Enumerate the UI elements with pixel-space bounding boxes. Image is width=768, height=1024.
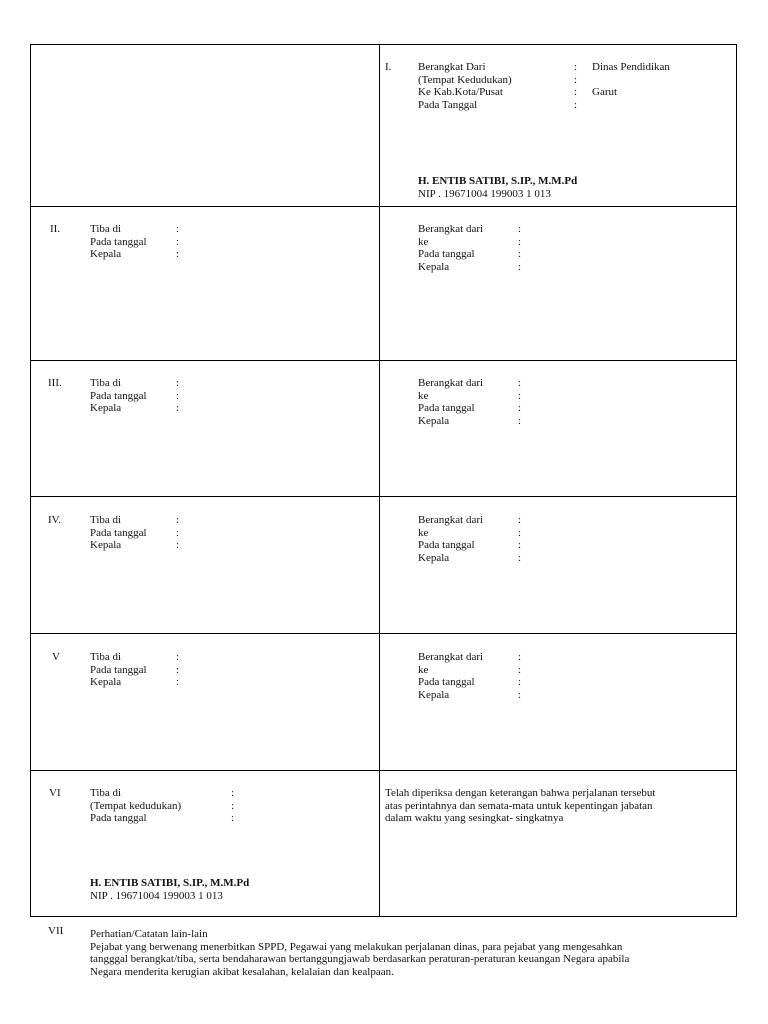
field-colon: : bbox=[518, 676, 522, 688]
field-label: ke bbox=[418, 389, 429, 402]
field-colon: : bbox=[518, 514, 522, 526]
field-label: (Tempat Kedudukan) bbox=[418, 73, 512, 86]
field-row bbox=[90, 651, 179, 664]
statement-line: Telah diperiksa dengan keterangan bahwa perjalanan tersebut bbox=[385, 787, 656, 799]
field-colon: : bbox=[176, 223, 180, 235]
field-row bbox=[90, 787, 234, 800]
field-colon: : bbox=[176, 663, 180, 676]
field-row bbox=[90, 223, 179, 236]
field-label: ke bbox=[418, 526, 429, 539]
field-label: Pada tanggal bbox=[90, 663, 147, 676]
field-colon: : bbox=[176, 402, 180, 414]
field-label: ke bbox=[418, 663, 429, 676]
field-colon: : bbox=[518, 688, 522, 701]
field-colon: : bbox=[518, 235, 522, 248]
departure-fields bbox=[418, 223, 521, 273]
section-1-fields bbox=[418, 61, 670, 111]
field-colon: : bbox=[176, 676, 180, 688]
signer-nip: NIP . 19671004 199003 1 013 bbox=[90, 890, 223, 902]
field-row bbox=[90, 377, 179, 390]
notes-line: Negara menderita kerugian akibat kesalahan, kelalaian dan kealpaan. bbox=[90, 965, 394, 978]
field-row bbox=[418, 415, 521, 428]
field-label: Pada tanggal bbox=[418, 539, 475, 551]
signer-nip: NIP . 19671004 199003 1 013 bbox=[418, 188, 551, 200]
field-row bbox=[418, 527, 521, 540]
field-label: Kepala bbox=[90, 539, 122, 551]
field-label: Kepala bbox=[90, 248, 122, 260]
signer-name: H. ENTIB SATIBI, S.IP., M.M.Pd bbox=[90, 877, 250, 889]
field-label: Tiba di bbox=[90, 223, 122, 235]
departure-fields bbox=[418, 377, 521, 427]
arrival-fields bbox=[90, 651, 179, 689]
field-row bbox=[418, 676, 521, 689]
arrival-fields bbox=[90, 514, 179, 552]
field-row bbox=[418, 651, 521, 664]
field-colon: : bbox=[176, 377, 180, 389]
field-row bbox=[90, 527, 179, 540]
field-row bbox=[90, 390, 179, 403]
field-label: Pada Tanggal bbox=[418, 98, 478, 111]
field-row bbox=[418, 248, 521, 261]
field-row bbox=[90, 539, 179, 552]
field-colon: : bbox=[518, 248, 522, 260]
notes-title: Perhatian/Catatan lain-lain bbox=[90, 928, 208, 940]
field-row bbox=[418, 261, 521, 274]
field-label: Pada tanggal bbox=[418, 248, 475, 260]
section-2-number: II. bbox=[50, 223, 61, 235]
field-row bbox=[418, 223, 521, 236]
field-colon: : bbox=[518, 539, 522, 551]
field-label: Ke Kab.Kota/Pusat bbox=[418, 86, 503, 98]
field-label: Tiba di bbox=[90, 787, 122, 799]
field-row bbox=[418, 514, 521, 527]
field-label: Tiba di bbox=[90, 514, 122, 526]
field-colon: : bbox=[176, 526, 180, 539]
field-label: Kepala bbox=[418, 260, 450, 273]
field-colon: : bbox=[176, 235, 180, 248]
field-colon: : bbox=[574, 98, 578, 111]
field-colon: : bbox=[518, 377, 522, 389]
field-label: Berangkat dari bbox=[418, 223, 484, 235]
field-row bbox=[90, 402, 179, 415]
departure-fields bbox=[418, 514, 521, 564]
field-value: Dinas Pendidikan bbox=[592, 61, 670, 73]
field-colon: : bbox=[574, 61, 578, 73]
field-colon: : bbox=[231, 812, 235, 824]
field-colon: : bbox=[231, 799, 235, 812]
field-label: Berangkat dari bbox=[418, 514, 484, 526]
field-colon: : bbox=[518, 551, 522, 564]
field-row bbox=[90, 248, 179, 261]
field-colon: : bbox=[574, 86, 578, 98]
field-colon: : bbox=[518, 663, 522, 676]
section-5-number: V bbox=[52, 651, 60, 663]
field-label: Berangkat dari bbox=[418, 377, 484, 389]
field-label: Pada tanggal bbox=[90, 235, 147, 248]
field-row bbox=[418, 539, 521, 552]
field-label: Tiba di bbox=[90, 651, 122, 663]
field-colon: : bbox=[518, 223, 522, 235]
field-row bbox=[90, 812, 234, 825]
field-colon: : bbox=[518, 402, 522, 414]
field-row bbox=[90, 664, 179, 677]
field-colon: : bbox=[176, 248, 180, 260]
field-colon: : bbox=[176, 651, 180, 663]
field-row bbox=[418, 402, 521, 415]
field-label: Pada tanggal bbox=[90, 389, 147, 402]
field-value: Garut bbox=[592, 86, 618, 98]
field-colon: : bbox=[176, 539, 180, 551]
section-4-number: IV. bbox=[48, 514, 61, 526]
field-label: Pada tanggal bbox=[90, 812, 147, 824]
row-divider bbox=[31, 206, 736, 207]
field-colon: : bbox=[518, 414, 522, 427]
field-row bbox=[90, 236, 179, 249]
field-row bbox=[418, 74, 670, 87]
verification-statement bbox=[385, 787, 655, 825]
field-row bbox=[90, 514, 179, 527]
field-row bbox=[90, 800, 234, 813]
field-label: Kepala bbox=[90, 402, 122, 414]
field-row bbox=[90, 676, 179, 689]
signer-name: H. ENTIB SATIBI, S.IP., M.M.Pd bbox=[418, 175, 578, 187]
field-label: Pada tanggal bbox=[418, 402, 475, 414]
field-colon: : bbox=[176, 389, 180, 402]
field-row bbox=[418, 236, 521, 249]
arrival-fields bbox=[90, 377, 179, 415]
row-divider bbox=[31, 496, 736, 497]
field-colon: : bbox=[231, 787, 235, 799]
arrival-fields bbox=[90, 223, 179, 261]
field-label: Berangkat dari bbox=[418, 651, 484, 663]
notes-line: Pejabat yang berwenang menerbitkan SPPD, Pegawai yang melakukan perjalanan dinas, para pejabat yang mengesahkan bbox=[90, 940, 623, 953]
field-row bbox=[418, 664, 521, 677]
field-label: ke bbox=[418, 235, 429, 248]
field-colon: : bbox=[574, 73, 578, 86]
field-label: Pada tanggal bbox=[418, 676, 475, 688]
section-3-number: III. bbox=[48, 377, 62, 389]
field-colon: : bbox=[518, 651, 522, 663]
field-colon: : bbox=[518, 526, 522, 539]
notes-line: tangggal berangkat/tiba, serta bendaharawan bertanggungjawab berdasarkan peraturan-peraturan keuangan Negara apabila bbox=[90, 953, 630, 965]
section-1-number: I. bbox=[385, 61, 392, 73]
field-colon: : bbox=[176, 514, 180, 526]
field-row bbox=[418, 552, 521, 565]
section-6-number: VI bbox=[49, 787, 61, 799]
field-label: Berangkat Dari bbox=[418, 61, 486, 73]
departure-fields bbox=[418, 651, 521, 701]
return-arrival-fields bbox=[90, 787, 234, 825]
field-row bbox=[418, 61, 670, 74]
field-row bbox=[418, 99, 670, 112]
field-label: Kepala bbox=[418, 551, 450, 564]
field-label: Tiba di bbox=[90, 377, 122, 389]
field-label: Pada tanggal bbox=[90, 526, 147, 539]
column-divider bbox=[379, 45, 380, 916]
row-divider bbox=[31, 360, 736, 361]
row-divider bbox=[31, 770, 736, 771]
statement-line: atas perintahnya dan semata-mata untuk kepentingan jabatan bbox=[385, 799, 653, 812]
field-label: Kepala bbox=[90, 676, 122, 688]
field-colon: : bbox=[518, 389, 522, 402]
field-row bbox=[418, 377, 521, 390]
field-label: Kepala bbox=[418, 688, 450, 701]
row-divider bbox=[31, 633, 736, 634]
section-7-number: VII bbox=[48, 925, 64, 937]
field-row bbox=[418, 86, 670, 99]
field-label: Kepala bbox=[418, 414, 450, 427]
notes-block bbox=[90, 928, 629, 978]
field-label: (Tempat kedudukan) bbox=[90, 799, 182, 812]
statement-line: dalam waktu yang sesingkat- singkatnya bbox=[385, 812, 564, 824]
field-row bbox=[418, 689, 521, 702]
field-row bbox=[418, 390, 521, 403]
field-colon: : bbox=[518, 260, 522, 273]
